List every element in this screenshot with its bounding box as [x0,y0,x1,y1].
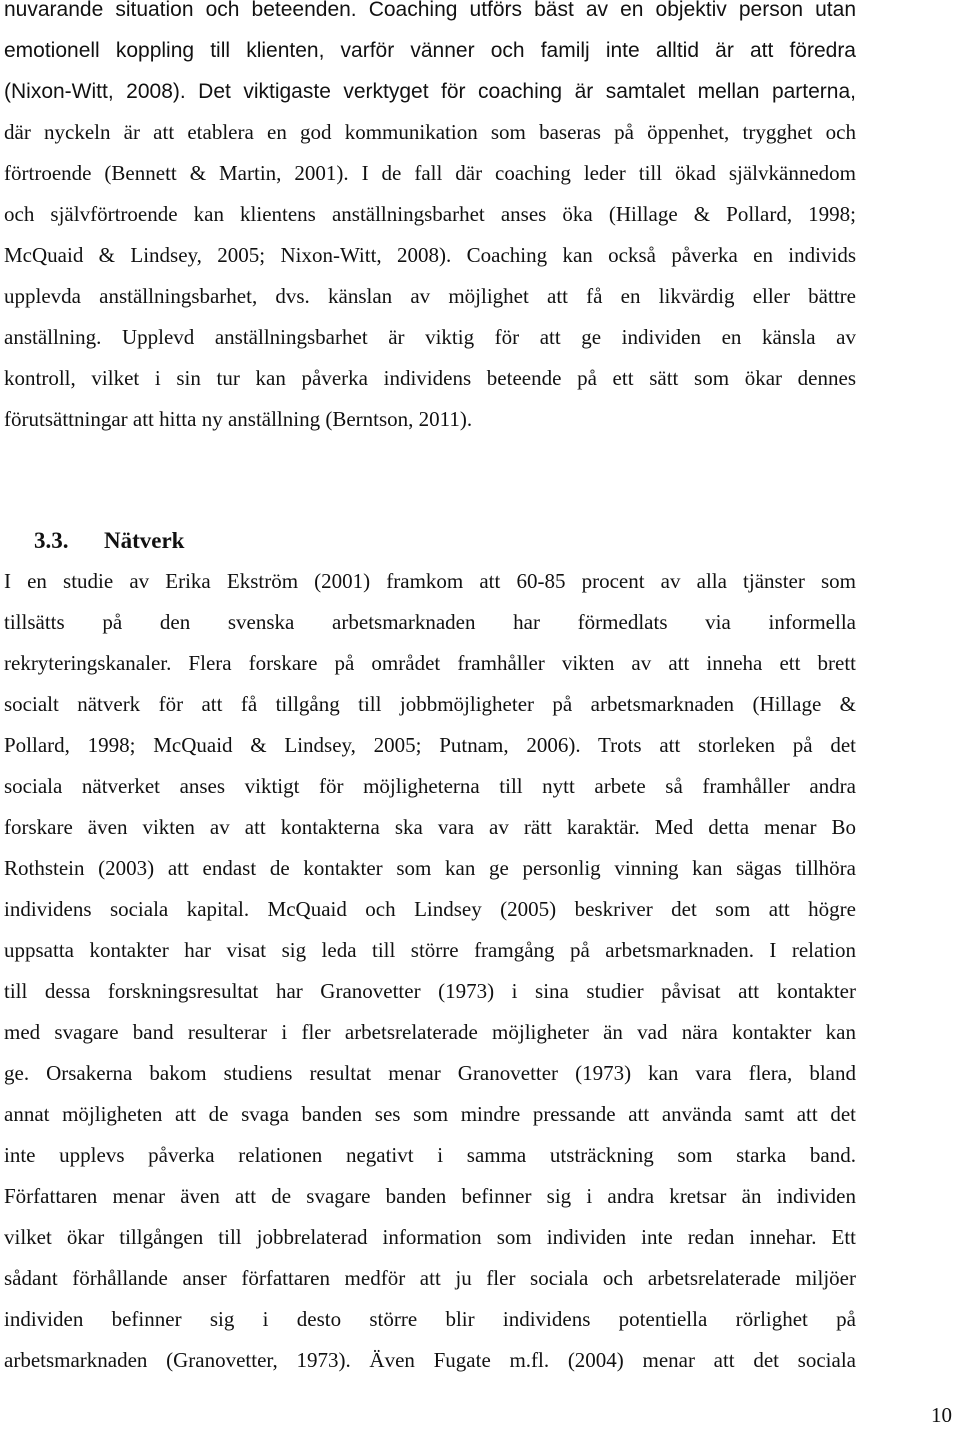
paragraph-coaching [4,0,856,440]
text-line: (Nixon-Witt, 2008). Det viktigaste verktyget för coaching är samtalet mellan parterna, [4,80,856,103]
text-line: uppsatta kontakter har visat sig leda till större framgång på arbetsmarknaden. I relation [4,938,856,962]
text-line: förutsättningar att hitta ny anställning (Berntson, 2011). [4,407,473,431]
text-line: ge. Orsakerna bakom studiens resultat menar Granovetter (1973) kan vara flera, bland [4,1061,856,1085]
text-line: Författaren menar även att de svagare banden befinner sig i andra kretsar än individen [4,1184,856,1208]
text-line: Rothstein (2003) att endast de kontakter som kan ge personlig vinning kan sägas tillhöra [4,856,856,880]
text-line: arbetsmarknaden (Granovetter, 1973). Även Fugate m.fl. (2004) menar att det sociala [4,1348,856,1372]
text-line: och självförtroende kan klientens anställningsbarhet anses öka (Hillage & Pollard, 1998; [4,202,856,226]
text-line: förtroende (Bennett & Martin, 2001). I de fall där coaching leder till ökad självkännedom [4,161,856,185]
section-title: Nätverk [104,528,185,553]
text-line: till dessa forskningsresultat har Granovetter (1973) i sina studier påvisat att kontakter [4,979,856,1003]
text-line: Pollard, 1998; McQuaid & Lindsey, 2005; Putnam, 2006). Trots att storleken på det [4,733,856,757]
text-line: McQuaid & Lindsey, 2005; Nixon-Witt, 2008). Coaching kan också påverka en individs [4,243,856,267]
text-line: där nyckeln är att etablera en god kommunikation som baseras på öppenhet, trygghet och [4,120,856,144]
text-line: forskare även vikten av att kontakterna ska vara av rätt karaktär. Med detta menar Bo [4,815,856,839]
text-line: sådant förhållande anser författaren medför att ju fler sociala och arbetsrelaterade miljöer [4,1266,856,1290]
text-line: anställning. Upplevd anställningsbarhet är viktig för att ge individen en känsla av [4,325,856,349]
text-line: sociala nätverket anses viktigt för möjligheterna till nytt arbete så framhåller andra [4,774,856,798]
text-line: socialt nätverk för att få tillgång till jobbmöjligheter på arbetsmarknaden (Hillage & [4,692,856,716]
text-line: annat möjligheten att de svaga banden ses som mindre pressande att använda samt att det [4,1102,856,1126]
text-line: I en studie av Erika Ekström (2001) framkom att 60-85 procent av alla tjänster som [4,569,856,593]
section-heading [34,520,184,561]
text-line: tillsätts på den svenska arbetsmarknaden har förmedlats via informella [4,610,856,634]
text-line: rekryteringskanaler. Flera forskare på området framhåller vikten av att inneha ett brett [4,651,856,675]
section-number: 3.3. [34,528,69,553]
text-line: inte upplevs påverka relationen negativt i samma utsträckning som starka band. [4,1143,856,1167]
text-line: upplevda anställningsbarhet, dvs. känslan av möjlighet att få en likvärdig eller bättre [4,284,856,308]
paragraph-natverk [4,561,856,1381]
text-line: nuvarande situation och beteenden. Coaching utförs bäst av en objektiv person utan [4,0,856,21]
page-number: 10 [931,1403,952,1427]
text-line: vilket ökar tillgången till jobbrelaterad information som individen inte redan innehar. Ett [4,1225,856,1249]
text-line: med svagare band resulterar i fler arbetsrelaterade möjligheter än vad nära kontakter kan [4,1020,856,1044]
text-line: individens sociala kapital. McQuaid och Lindsey (2005) beskriver det som att högre [4,897,856,921]
text-line: kontroll, vilket i sin tur kan påverka individens beteende på ett sätt som ökar dennes [4,366,856,390]
text-line: emotionell koppling till klienten, varför vänner och familj inte alltid är att föredra [4,39,856,62]
text-line: individen befinner sig i desto större blir individens potentiella rörlighet på [4,1307,856,1331]
